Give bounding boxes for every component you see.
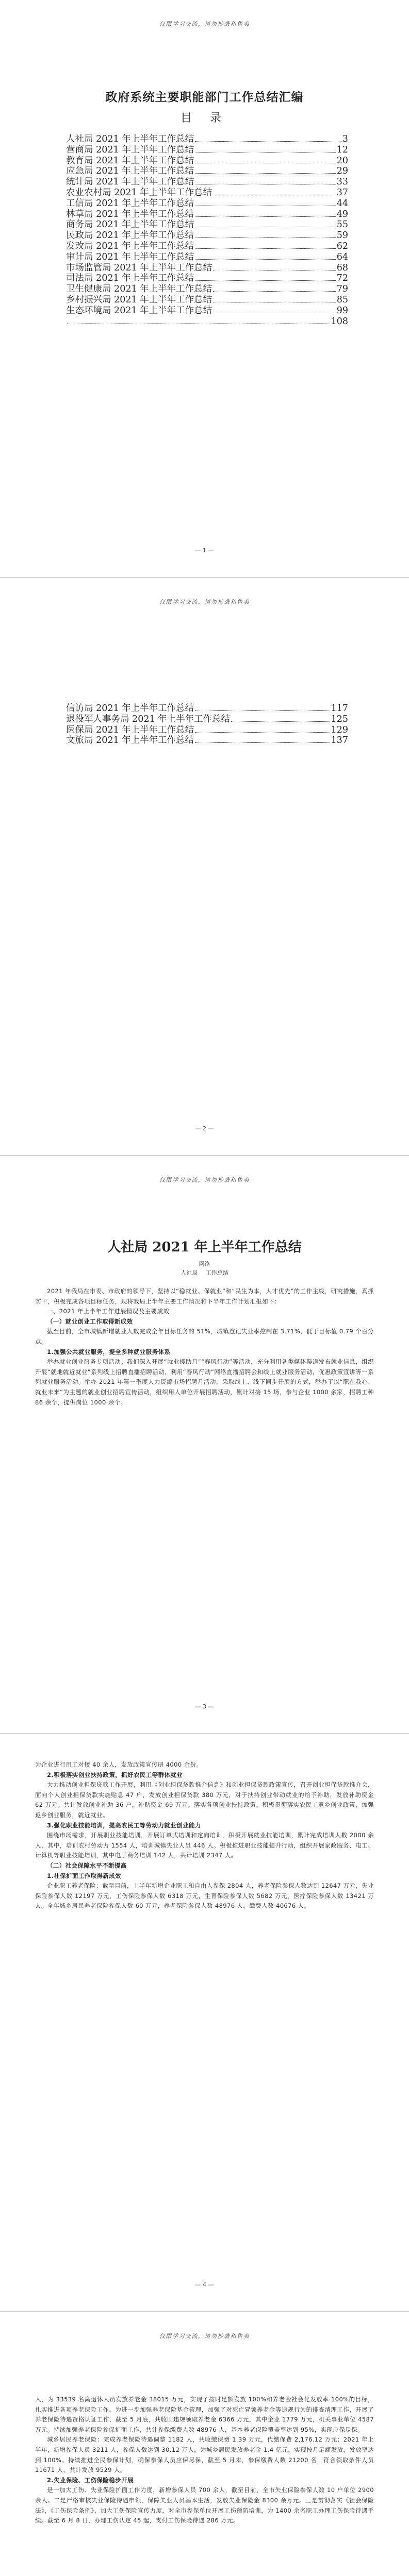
toc-entry-title: 商务局 2021 年上半年工作总结: [66, 219, 194, 230]
toc-entry[interactable]: [66, 284, 348, 295]
header-watermark-note: 仅限学习交流，请勿抄袭和售卖: [159, 2333, 250, 2340]
toc-entry[interactable]: [66, 273, 348, 284]
toc-entry-title: 教育局 2021 年上半年工作总结: [66, 155, 194, 166]
toc-entry-page: 33: [336, 177, 348, 188]
toc-entry[interactable]: [66, 198, 348, 209]
toc-entry-page: 137: [331, 735, 348, 746]
toc-entry-title: 信访局 2021 年上半年工作总结: [66, 703, 194, 714]
page-number: — 3 —: [195, 1703, 214, 1710]
body-paragraph: 截至目前，全市城镇新增就业人数完成全年目标任务的 51%，城镇登记失业率控制在 3.71%，低于目标值 0.79 个百分点。: [35, 1328, 374, 1345]
toc-entry-title: 林草局 2021 年上半年工作总结: [66, 209, 194, 219]
toc-leader-dots: [195, 710, 330, 711]
toc-entry-page: 3: [342, 134, 348, 144]
toc-entry[interactable]: [66, 735, 348, 746]
article-body: [35, 2395, 374, 2526]
page-number: — 4 —: [195, 2281, 214, 2288]
toc-entry-page: 125: [331, 714, 348, 724]
toc-entry-page: 117: [331, 703, 348, 714]
toc-entry-title: 人社局 2021 年上半年工作总结: [66, 134, 194, 144]
toc-entry-page: 44: [336, 198, 348, 209]
toc-entry-title: 生态环境局 2021 年上半年工作总结: [66, 305, 212, 316]
toc-entry-page: 72: [336, 273, 348, 284]
toc-leader-dots: [195, 732, 330, 733]
body-paragraph: 大力推动创业担保贷款工作开展，利用《创业担保贷款推介信息》和创业担保贷款政策宣传，召开创业担保贷款推介会，面向个人创业担保贷款实施贴息 47 户，发放创业担保贷款 380 万元，对于扶持创业带动就业的给予补助，发放补助资金 62 万元。共计发放创业补助 36 户，补贴资金 69 万元。落实各项创业扶持政策。积极贯彻落实农民工返乡创业政策，加强返乡创业服务，就近就业。: [35, 1781, 374, 1819]
toc-entry[interactable]: [66, 209, 348, 220]
toc-entry-page: 62: [336, 241, 348, 251]
document-page-1: [0, 0, 409, 578]
toc-entry-title: 文旅局 2021 年上半年工作总结: [66, 735, 194, 746]
toc-entry[interactable]: [66, 306, 348, 316]
toc-leader-dots: [195, 141, 341, 142]
toc-entry[interactable]: [66, 241, 348, 252]
body-paragraph: 企业职工养老保险：截至目前，上半年新增企业职工和自由人参保 2804 人，养老保险参保人数达到 12647 万元，失业保险参保人数 12197 万元，工伤保险参保人数 6318 万元，生育保险参保人数 5682 万元，医疗保险参保人数 13421 万人。全年城乡居民养老保险参保人数 60 万元，养老保险参保人数 48976 人，缴费人数 40676 人。: [35, 1882, 374, 1910]
toc-entry-title: 退役军人事务局 2021 年上半年工作总结: [66, 714, 231, 724]
article-meta: [35, 1268, 374, 1277]
toc-leader-dots: [195, 742, 330, 743]
header-watermark-note: 仅限学习交流，请勿抄袭和售卖: [159, 21, 250, 27]
toc-entry-title: 审计局 2021 年上半年工作总结: [66, 251, 194, 262]
section-heading: 一、2021 年上半年工作进展情况及主要成效: [47, 1308, 170, 1315]
toc-entry-title: 工信局 2021 年上半年工作总结: [66, 198, 194, 209]
toc-entry-page: 64: [336, 251, 348, 262]
subsection-heading: （二）社会保障水平不断提高: [47, 1861, 127, 1869]
toc-entry[interactable]: [66, 263, 348, 274]
toc-entry-page: 79: [336, 284, 348, 295]
toc-leader-dots: [231, 721, 330, 722]
toc-leader-dots: [195, 216, 336, 217]
document-page-2: [0, 578, 409, 1156]
item-heading: 2.积极落实创业扶持政策，抓好农民工等群体就业: [47, 1771, 183, 1778]
document-page-3: [0, 1156, 409, 1734]
toc-entry[interactable]: [66, 145, 348, 156]
toc-leader-dots: [195, 280, 336, 281]
toc-entry[interactable]: [66, 188, 348, 198]
toc-entry-page: 59: [336, 230, 348, 241]
toc-entry[interactable]: [66, 316, 348, 327]
toc-list: [66, 134, 348, 327]
toc-entry-page: 55: [336, 219, 348, 230]
toc-entry-title: 卫生健康局 2021 年上半年工作总结: [66, 284, 212, 295]
toc-entry-title: 统计局 2021 年上半年工作总结: [66, 177, 194, 188]
toc-leader-dots: [195, 173, 336, 174]
toc-entry[interactable]: [66, 703, 348, 714]
body-paragraph: 人，为 33539 名离退休人员发放养老金 38015 万元，实现了按时足额发放 100%和养老金社会化发放率 100%的目标，扎实推进各项养老保险工作。为进一步加强养老保险基金管理，加强了对死亡冒领养老金等违规行为的排查清理工作，开展了养老保险待遇资格认证工作，截至 5 月底，共收回违规领取养老金 6366 万元，其中企业 1779 万元，机关事业单位 4587 万元。持续加强养老保险参保扩面工作，共计参保缴费人数 48976 人，基本养老保险覆盖率达到 95%，实现应保尽保。: [35, 2396, 374, 2433]
page-number: — 2 —: [195, 1125, 214, 1132]
toc-entry-title: 应急局 2021 年上半年工作总结: [66, 166, 194, 177]
toc-entry[interactable]: [66, 725, 348, 736]
body-paragraph: 城乡居民养老保险：完成养老保险待遇调整 1182 人，共收缴保费 1.39 万元，代缴保费 2,176.12 万元；2021 年上半年，新增参保人员 3211 人，参保人数达到 30.12 万人，为城乡居民发放养老金 1.4 亿元，实现按月足额发放，发放率达到 100%。持续推进全民参保计划，确保参保人员应保尽保，截至 5 月末，参保缴费人数 21200 名，符合领取条件人员 11671 人，共计发放 9529 人。: [35, 2436, 374, 2474]
item-heading: 3.强化职业技能培训，提高农民工等劳动力就业创业能力: [47, 1821, 201, 1829]
article-blocks: [35, 2395, 374, 2526]
body-paragraph: 举办就业创业服务专项活动。我们深入开展“就业援助月”“春风行动”等活动，充分利用各类媒体渠道发布就业信息，组织开展“就地就近就业”系列线上招聘直播招聘活动，利用“春风行动”网络直播招聘会和线上就业服务活动，优惠政策宣讲等一系列就业服务活动。举办 2021 年第一季度人力资源市场招聘月活动，采取线上、线下同步开展的方式，举办了以“职在我心、就业未来”为主题的就业创业招聘宣传活动，组织用人单位开展招聘活动，累计对接 15 场，参与企业 1000 余家，招聘工种 86 余个，提供岗位 1000 余个。: [35, 1358, 374, 1406]
article-body: [35, 1760, 374, 1911]
toc-entry[interactable]: [66, 177, 348, 188]
body-paragraph: 是一加大工伤、失业保险扩面工作力度，新增参保人员 700 余人，截至目前，全市失业保险参保人数 10 户单位 2900 余人。二是严格审核失业保险待遇申领，保障失业人员基本生活，发放失业保险金 8300 余万元。三是贯彻落实《社会保险法》，《工伤保险条例》，加大工伤保险宣传力度，对全市参保单位开展工伤预防培训，为 1400 余名职工办理工伤保险待遇手续。截至 6 月 8 日，办理工伤认定 45 起，支付工伤保险待遇 286 万元。: [35, 2486, 374, 2524]
article-author: 网络: [199, 1261, 210, 1267]
toc-entry-page: 20: [336, 155, 348, 166]
toc-entry[interactable]: [66, 134, 348, 145]
toc-entry[interactable]: [66, 295, 348, 306]
toc-entry-title: 乡村振兴局 2021 年上半年工作总结: [66, 294, 212, 305]
article-blocks: [35, 1760, 374, 1911]
page-number: — 1 —: [195, 547, 214, 554]
toc-entry-title: 发改局 2021 年上半年工作总结: [66, 241, 194, 251]
toc-entry[interactable]: [66, 156, 348, 166]
item-heading: 2.失业保险、工伤保险稳步开展: [47, 2476, 134, 2484]
toc-entry[interactable]: [66, 219, 348, 230]
toc-entry[interactable]: [66, 714, 348, 725]
toc-entry-page: 37: [336, 187, 348, 198]
toc-entry-page: 12: [336, 144, 348, 155]
article-title: 人社局 2021 年上半年工作总结: [107, 1240, 302, 1255]
document-page-4: [0, 1734, 409, 2312]
toc-entry-title: 民政局 2021 年上半年工作总结: [66, 230, 194, 241]
article-body: [35, 1236, 374, 1408]
toc-leader-dots: [195, 259, 336, 260]
body-paragraph: 围绕市场需求，开展职业技能培训，开展订单式培训和定向培训，积极开展就业技能培训，累计完成培训人数 2000 余人，其中，培训农村劳动力 1554 人，培训城镇失业人员 446 人。积极推进职业技能提升行动，组织开展家政服务、电工、计算机等职业技能培训，其中电子商务培训 142 人，共计培训 2347 人。: [35, 1832, 374, 1859]
toc-entry-title: 医保局 2021 年上半年工作总结: [66, 724, 194, 735]
header-watermark-note: 仅限学习交流，请勿抄袭和售卖: [159, 599, 250, 605]
toc-leader-dots: [213, 291, 336, 292]
body-paragraph: 为企业进行用工对接 40 余人，发放政策宣传册 4000 余份。: [35, 1761, 203, 1768]
toc-entry-page: 68: [336, 262, 348, 273]
compilation-title: 政府系统主要职能部门工作总结汇编: [105, 90, 304, 104]
toc-entry-page: 108: [331, 316, 348, 327]
subsection-heading: （一）就业创业工作取得新成效: [47, 1317, 133, 1325]
toc-entry-page: 129: [331, 724, 348, 735]
toc-entry-title: 农业农村局 2021 年上半年工作总结: [66, 187, 212, 198]
toc-entry[interactable]: [66, 166, 348, 177]
toc-heading: 目 录: [181, 112, 228, 125]
header-watermark-note: 仅限学习交流，请勿抄袭和售卖: [159, 1177, 250, 1183]
article-org: 人社局: [181, 1269, 198, 1276]
body-paragraph: 2021 年我局在市委、市政府的领导下，坚持以“稳就业、保就业”和“民生为本，人才优先”的工作主线，研究措施，真抓实干，积极完成各项目标任务，现将我局上半年主要工作情况和下半年工作计划汇报如下：: [35, 1287, 374, 1305]
toc-entry-title: 市场监管局 2021 年上半年工作总结: [66, 262, 212, 273]
toc-entry-page: 29: [336, 166, 348, 177]
toc-entry[interactable]: [66, 230, 348, 241]
toc-entry-page: 49: [336, 209, 348, 219]
toc-entry-title: 司法局 2021 年上半年工作总结: [66, 273, 194, 284]
toc-leader-dots: [195, 248, 336, 249]
item-heading: 1.社保扩面工作取得新成效: [47, 1872, 122, 1879]
toc-entry[interactable]: [66, 252, 348, 263]
toc-entry-title: 营商局 2021 年上半年工作总结: [66, 144, 194, 155]
article-blocks: [35, 1286, 374, 1408]
toc-entry-page: 85: [336, 294, 348, 305]
toc-entry-page: 99: [336, 305, 348, 316]
article-type: 工作总结: [205, 1269, 228, 1276]
item-heading: 1.加强公共就业服务，提全多种就业服务体系: [47, 1348, 171, 1355]
toc-list-continued: [66, 703, 348, 746]
document-page-5: [0, 2312, 409, 2576]
